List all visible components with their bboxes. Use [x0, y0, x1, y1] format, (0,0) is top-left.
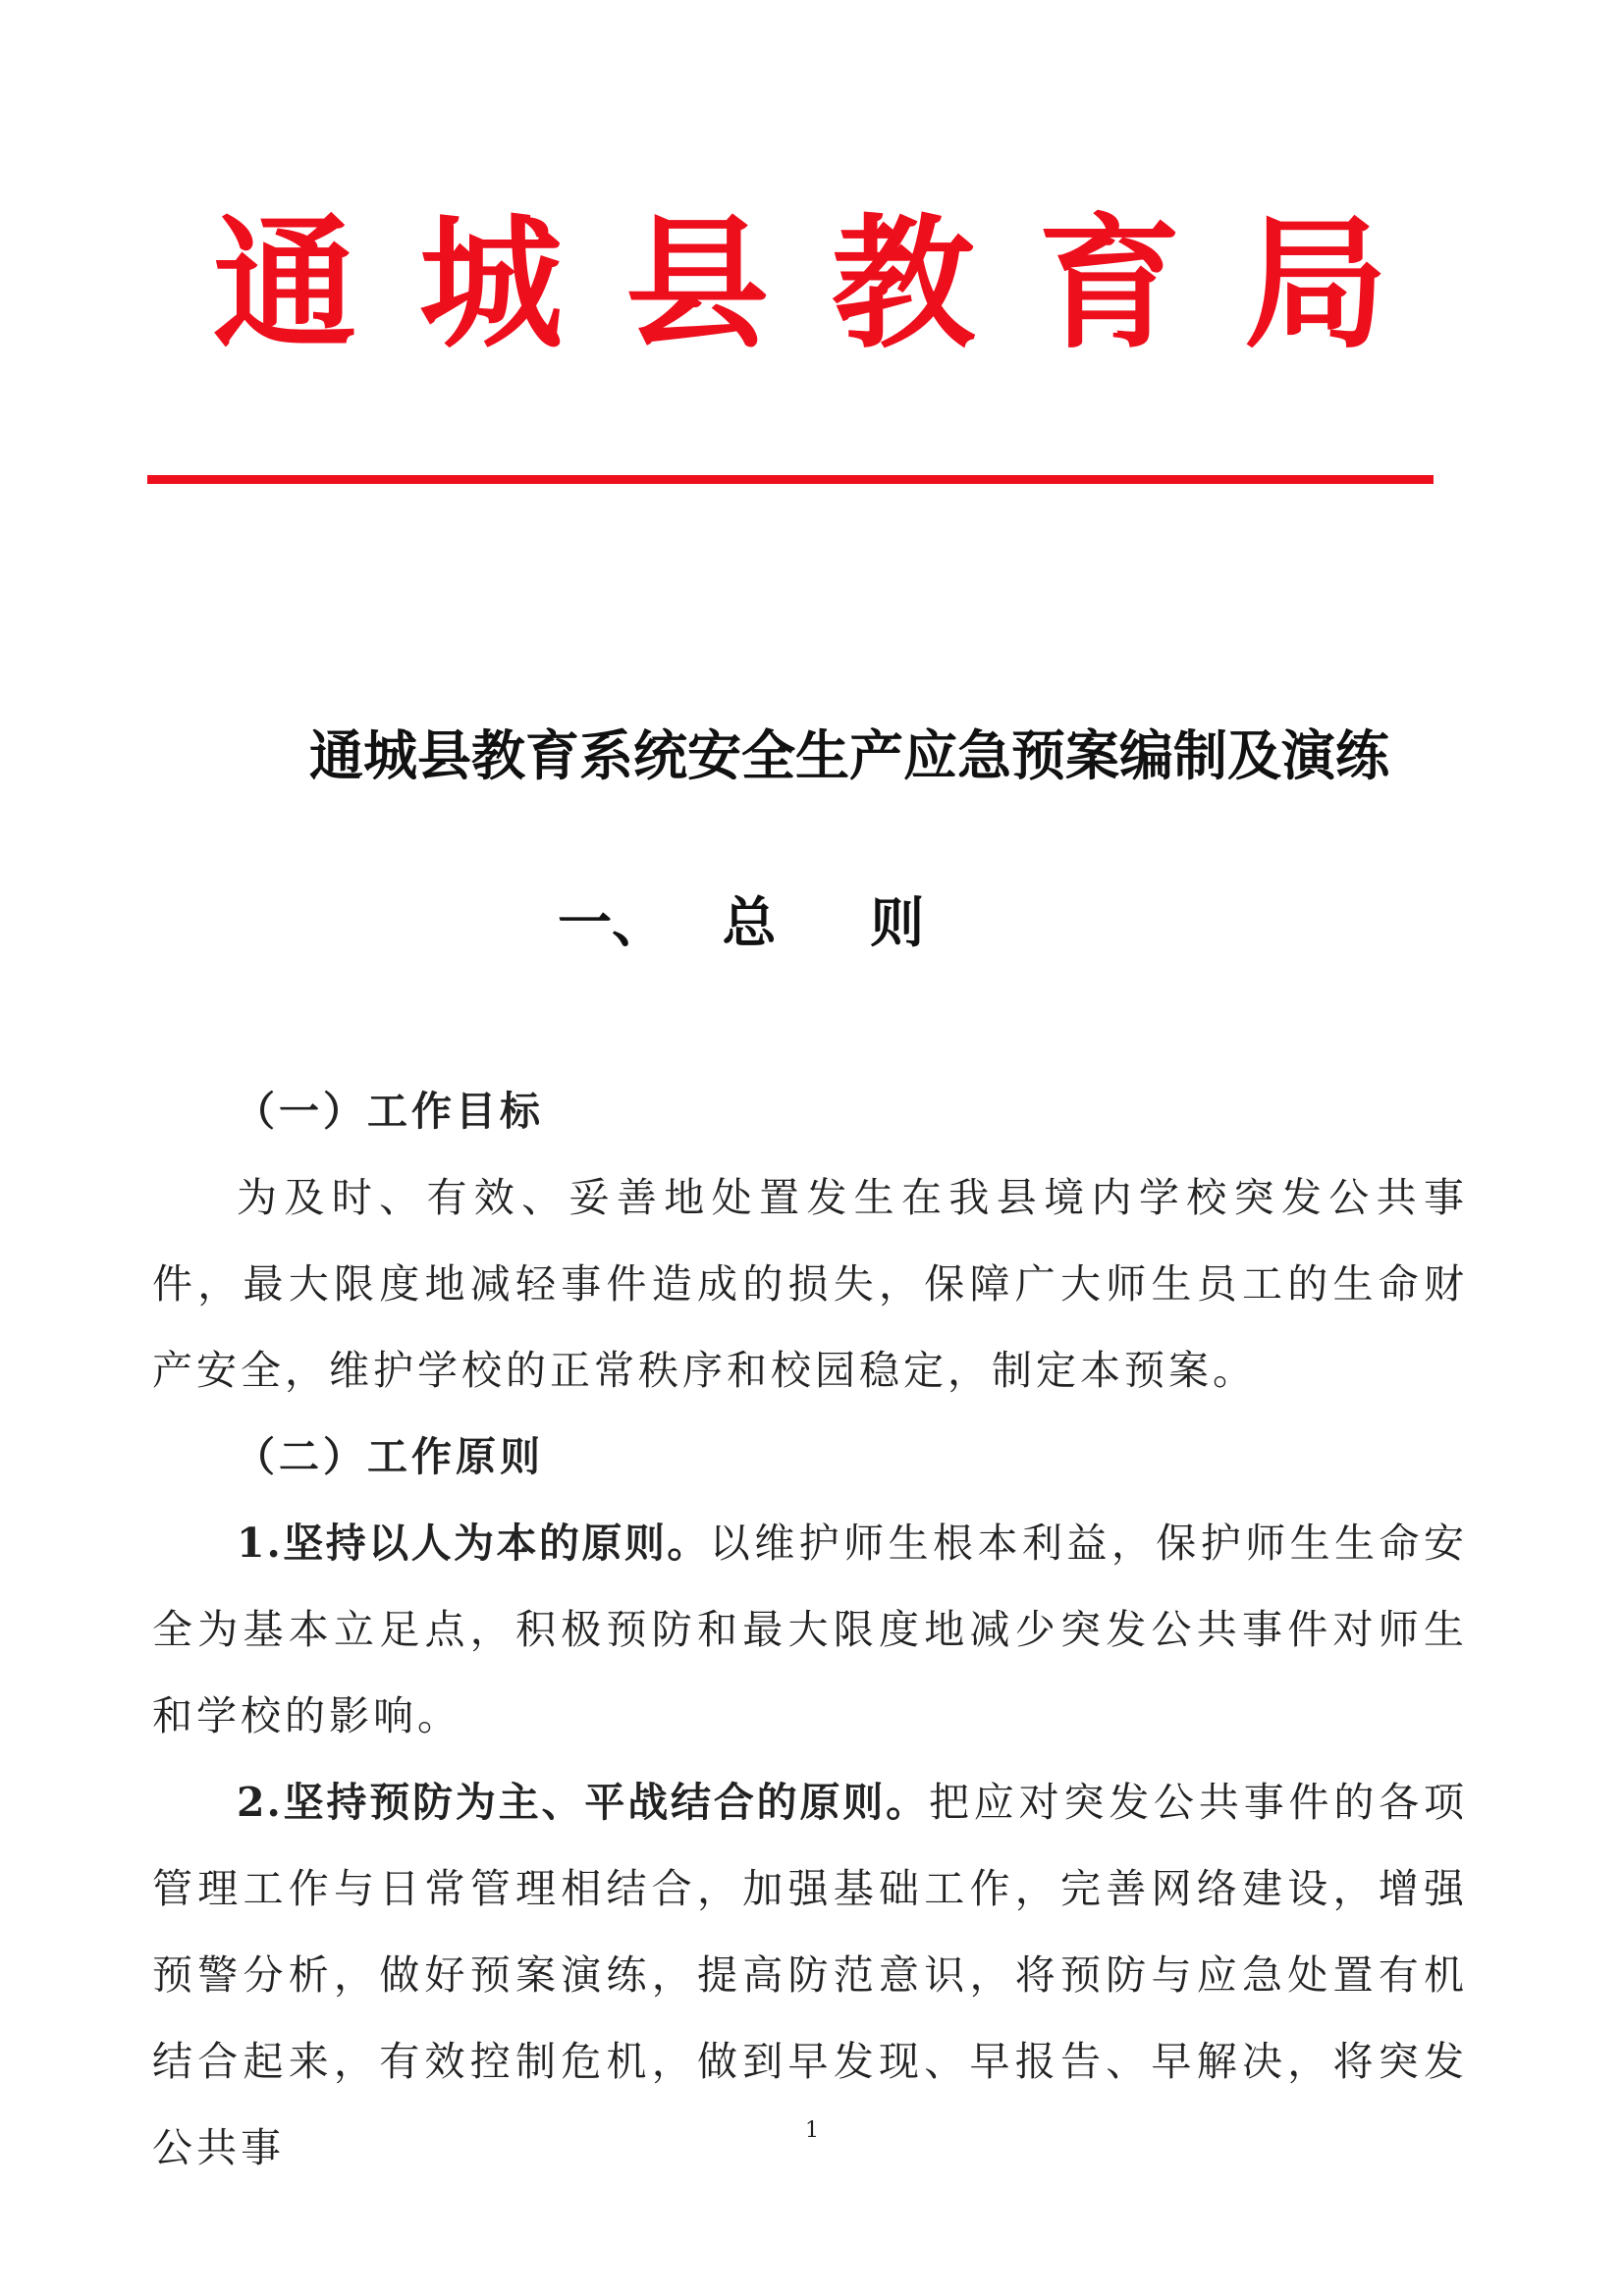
masthead-red-divider: [147, 475, 1434, 484]
principle-item-2-lead: 2.坚持预防为主、平战结合的原则。: [237, 1779, 929, 1826]
document-body: [152, 1068, 1468, 2191]
page-number: 1: [805, 2118, 819, 2143]
subsection-heading-goals: （一）工作目标: [235, 1088, 544, 1135]
subsection-heading-principles: （二）工作原则: [235, 1433, 544, 1480]
principle-item-2-text: 把应对突发公共事件的各项管理工作与日常管理相结合，加强基础工作，完善网络建设，增强预警分析，做好预案演练，提高防范意识，将预防与应急处置有机结合起来，有效控制危机，做到早发现、早报告、早解决，将突发公共事: [152, 1779, 1468, 2171]
section-heading: 一、 总 则: [558, 890, 925, 954]
paragraph-goals: 为及时、有效、妥善地处置发生在我县境内学校突发公共事件，最大限度地减轻事件造成的损失，保障广大师生员工的生命财产安全，维护学校的正常秩序和校园稳定，制定本预案。: [152, 1174, 1468, 1394]
masthead-org-name: 通城县教育局: [213, 200, 1450, 368]
document-title: 通城县教育系统安全生产应急预案编制及演练: [308, 724, 1389, 787]
principle-item-1-lead: 1.坚持以人为本的原则。: [237, 1520, 710, 1567]
principle-item-1: [152, 1500, 1468, 1759]
principle-item-1-text: 以维护师生根本利益，保护师生生命安全为基本立足点，积极预防和最大限度地减少突发公共事件对师生和学校的影响。: [152, 1520, 1469, 1739]
